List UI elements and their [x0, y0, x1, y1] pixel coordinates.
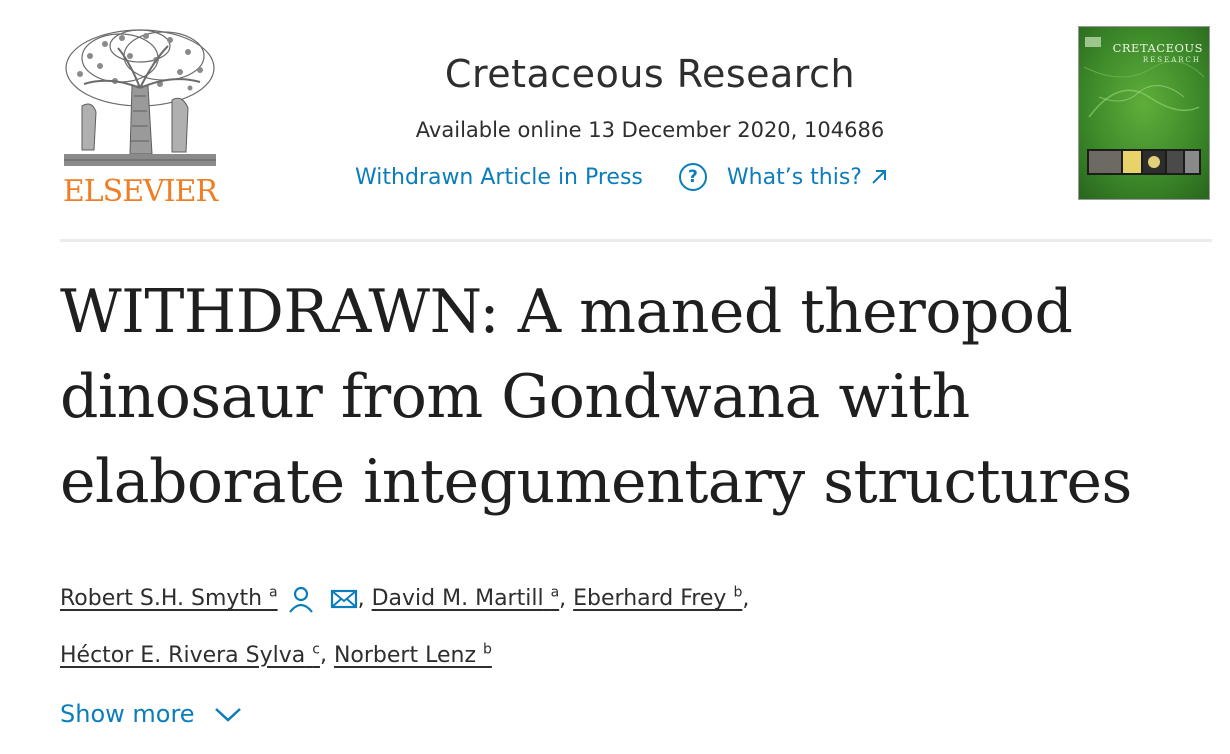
author-entry — [372, 586, 560, 611]
article-title — [60, 270, 1180, 525]
author-entry — [573, 586, 742, 611]
mail-icon[interactable] — [330, 588, 358, 610]
whats-this-link[interactable]: What’s this? — [726, 164, 862, 190]
author-entry — [60, 586, 358, 611]
chevron-down-icon — [213, 705, 243, 723]
author-list: Robert S.H. Smyth $^a$ , David M. Martill $^a$, Eberhard Frey $^b$, Héctor E. Rivera Sylva $^c$, Norbert Lenz $^b$ — [60, 585, 750, 668]
journal-cover-thumbnail[interactable] — [1078, 26, 1210, 200]
author-link[interactable]: Robert S.H. Smyth $^a$ — [60, 585, 278, 612]
cover-journal-subtitle: RESEARCH — [1142, 56, 1201, 64]
cover-journal-name: CRETACEOUS — [1112, 41, 1203, 55]
elsevier-tree-icon — [60, 26, 220, 171]
title-line: WITHDRAWN: A maned theropod — [60, 277, 1073, 347]
author-link[interactable]: Norbert Lenz $^b$ — [333, 641, 492, 668]
show-more-label: Show more — [60, 700, 195, 728]
author-entry — [60, 643, 320, 668]
author-link[interactable]: Héctor E. Rivera Sylva $^c$ — [60, 641, 320, 668]
journal-title[interactable]: Cretaceous Research — [444, 52, 856, 96]
title-line: elaborate integumentary structures — [60, 447, 1132, 517]
article-status-row — [355, 160, 888, 194]
author-link[interactable]: David M. Martill $^a$ — [371, 585, 560, 612]
author-link[interactable]: Eberhard Frey $^b$ — [573, 585, 743, 612]
external-link-icon — [870, 168, 888, 186]
author-entry — [334, 643, 492, 668]
withdrawn-article-link[interactable]: Withdrawn Article in Press — [355, 164, 643, 190]
availability-text: Available online 13 December 2020, 104686 — [415, 118, 885, 142]
elsevier-wordmark: ELSEVIER — [62, 174, 218, 209]
question-icon[interactable]: ? — [679, 163, 707, 191]
header-divider — [60, 239, 1212, 242]
person-icon[interactable] — [286, 584, 316, 614]
show-more-button[interactable] — [60, 700, 243, 728]
title-line: dinosaur from Gondwana with — [60, 362, 970, 432]
elsevier-logo[interactable] — [60, 26, 220, 209]
